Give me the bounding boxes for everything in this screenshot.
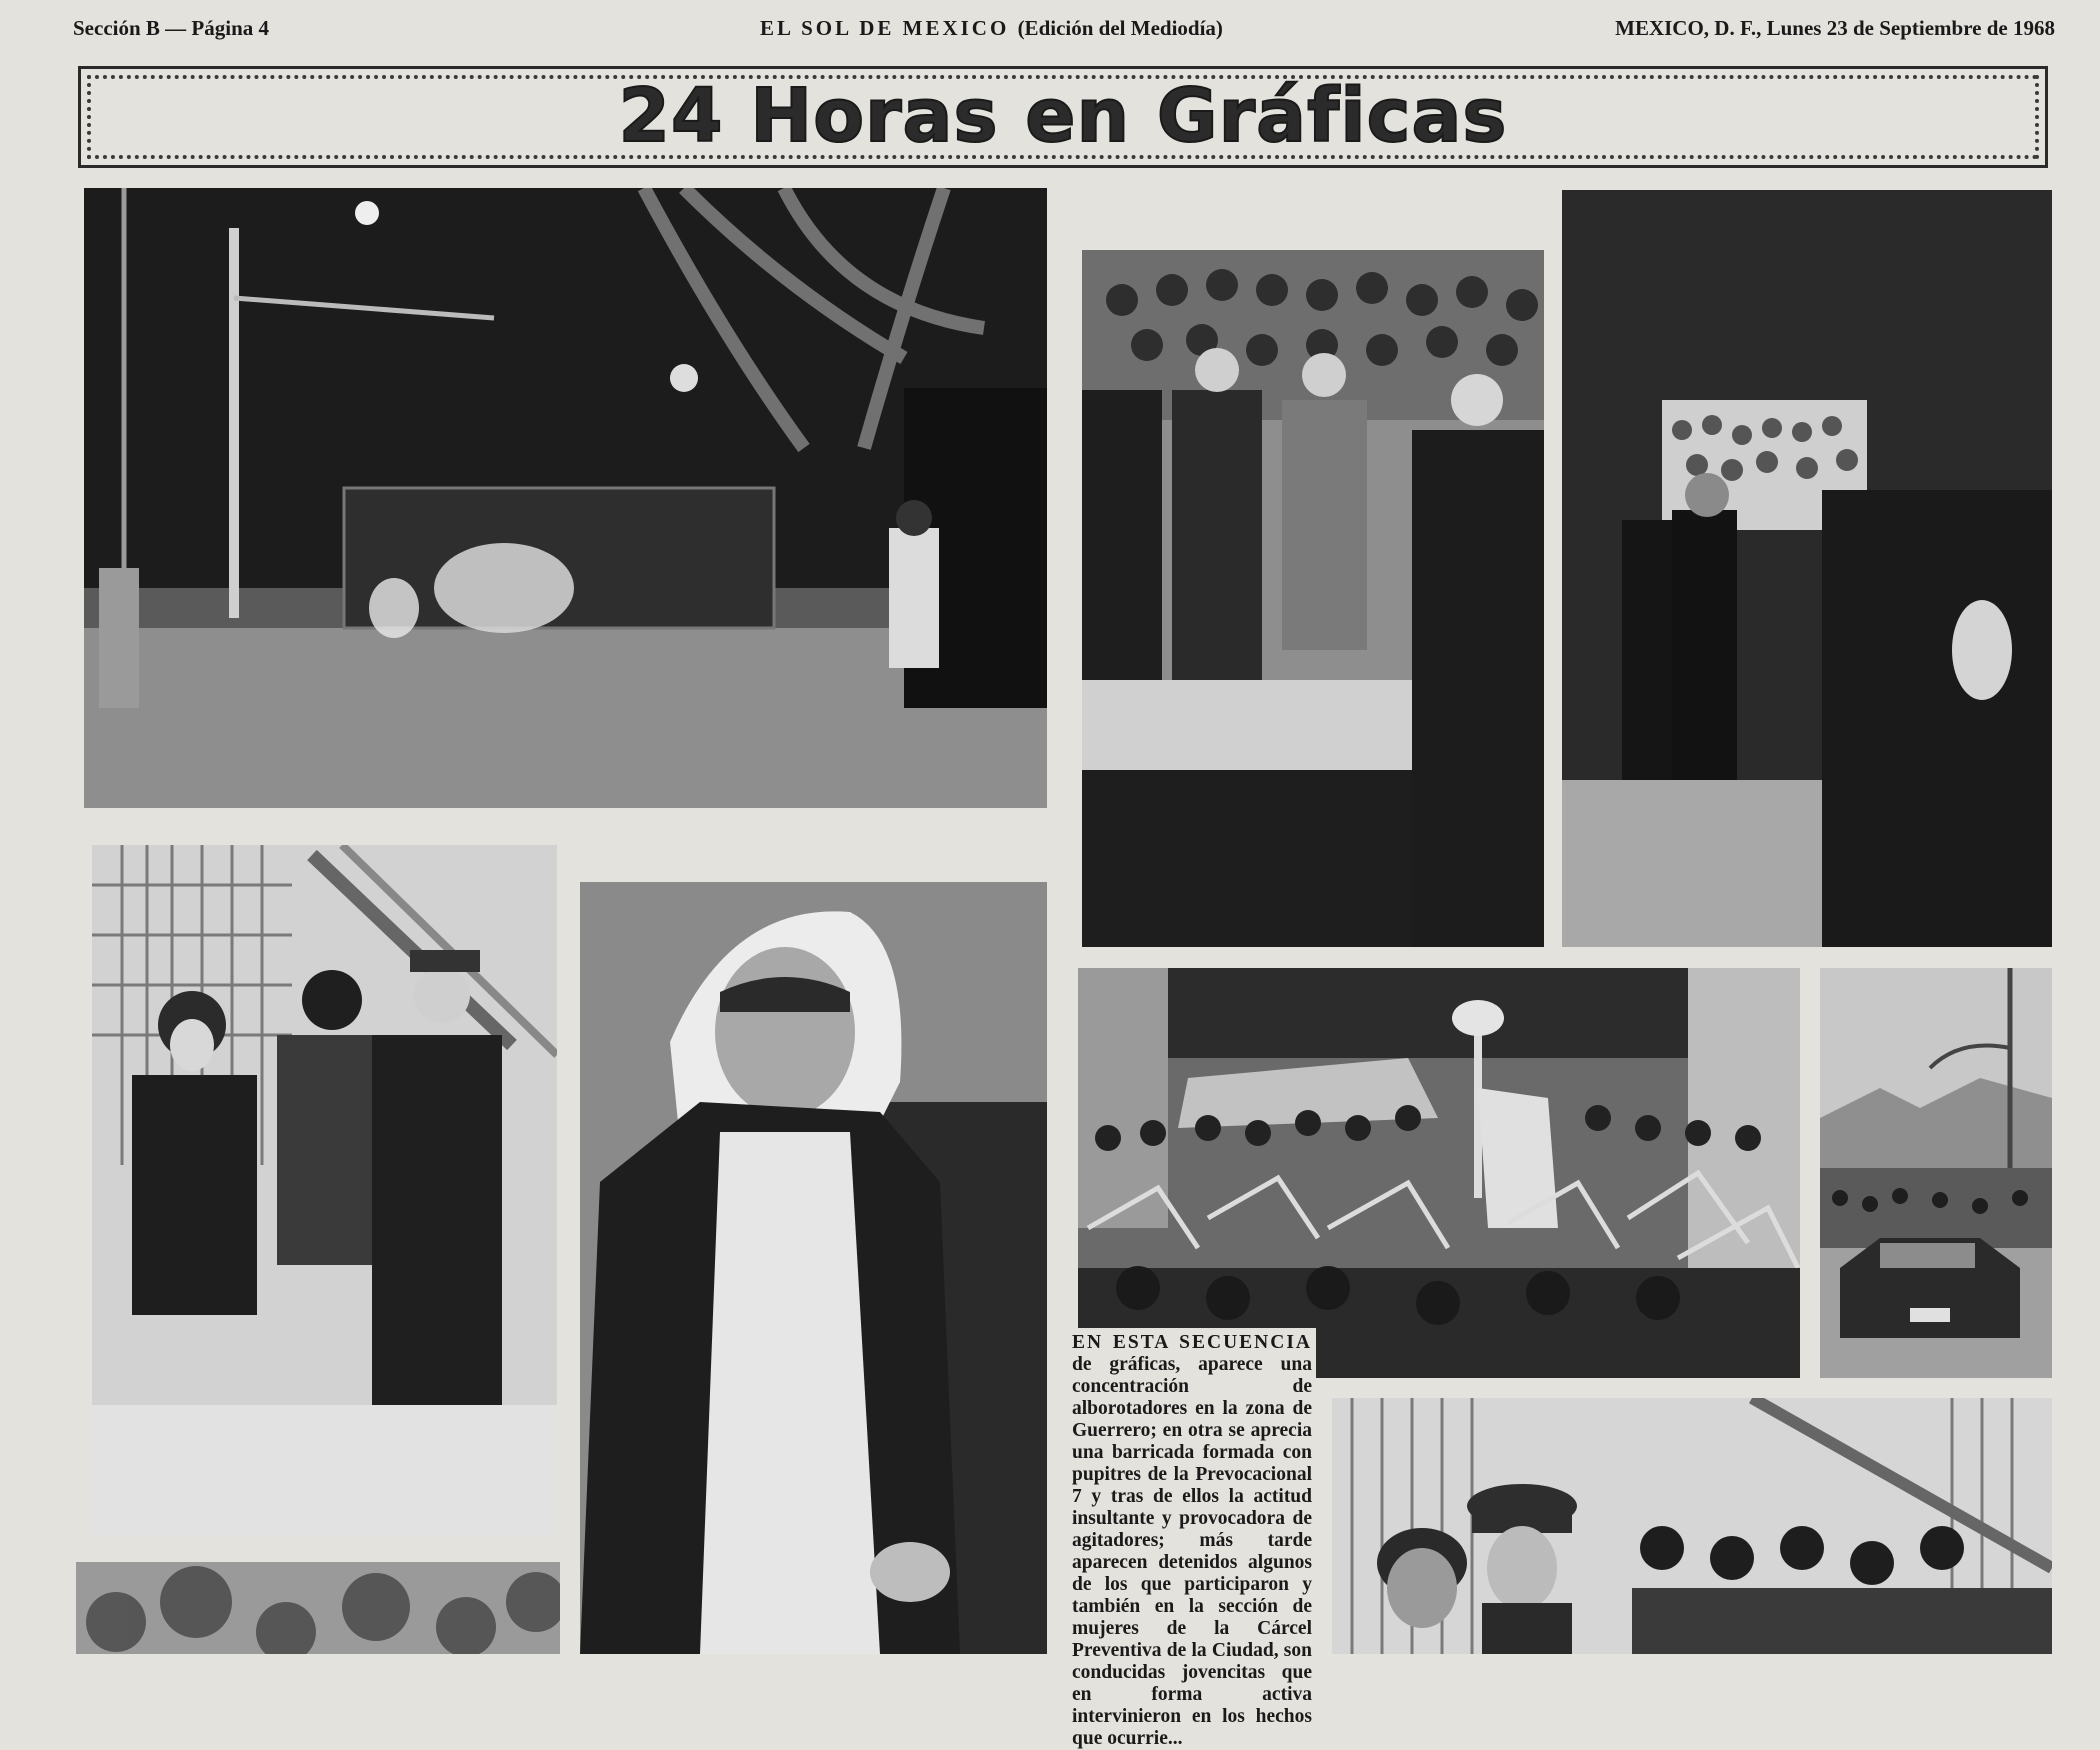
photo-desk-barricade — [1078, 968, 1800, 1378]
caption-body: de gráficas, aparece una concentración de alborotadores en la zona de Guerrero; en otra se aprecia una barricada formada con pupitres de la Prevocacional 7 y tras de ellos la actitud insultante y provocadora de agitadores; más tarde aparecen detenidos algunos de los que participaron y también en la sección de mujeres de la Cárcel Preventiva de la Ciudad, son conducidas jovencitas que en forma activa intervinieron en los hechos que ocurrie... — [1072, 1354, 1312, 1749]
photo-women-escorted — [92, 845, 557, 1535]
dateline: MEXICO, D. F., Lunes 23 de Septiembre de 1968 — [1615, 16, 2055, 40]
photo-woman-headscarf — [580, 882, 1047, 1654]
photo-street-car — [1820, 968, 2052, 1378]
photo-guard-prisoners — [1332, 1398, 2052, 1654]
photo-sequence-caption — [1070, 1328, 1316, 1750]
photo-doorway-crowd — [1562, 190, 2052, 947]
newspaper-masthead — [760, 16, 1223, 41]
section-page-label: Sección B — Página 4 — [73, 16, 270, 40]
newspaper-name: EL SOL DE MEXICO — [760, 16, 1010, 40]
photo-burning-bus — [84, 188, 1047, 808]
headline-banner — [78, 66, 2048, 168]
caption-lead: EN ESTA SECUENCIA — [1072, 1332, 1312, 1353]
photo-trees — [76, 1562, 560, 1654]
edition-label: (Edición del Mediodía) — [1017, 16, 1223, 40]
headline-title: 24 Horas en Gráficas — [618, 73, 1508, 159]
photo-detained-men — [1082, 250, 1544, 947]
